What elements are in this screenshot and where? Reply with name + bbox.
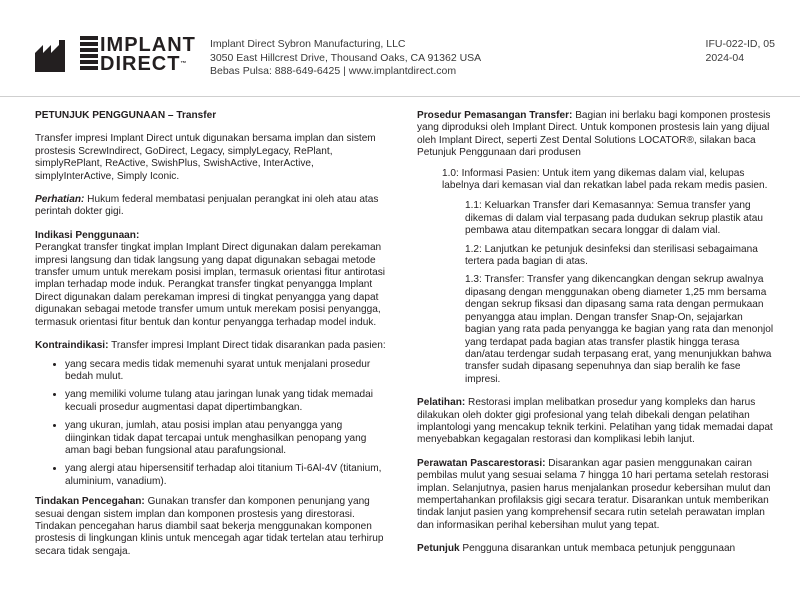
precautions-paragraph xyxy=(35,496,387,558)
precautions-text: Gunakan transfer dan komponen penunjang yang sesuai dengan sistem implan dan komponen prostesis yang direstorasi. Tindakan pencegahan harus diambil saat bekerja menggunakan komponen prostesis di lingkungan klinis untuk mencegah agar tidak tertelan atau terhirup secara tidak sengaja. xyxy=(35,496,384,557)
list-item: • yang memiliki volume tulang atau jaringan lunak yang tidak memadai kecuali prosedur augmentasi dapat dipertimbangkan. xyxy=(65,389,387,414)
step-1-1: 1.1: Keluarkan Transfer dari Kemasannya: Semua transfer yang dikemas di dalam vial terpasang pada dudukan sekrup plastik atau pembawa atau ditempatkan secara longgar di dalam vial. xyxy=(465,200,763,237)
brand-line-1: IMPLANT xyxy=(100,34,196,56)
contraindications-label: Kontraindikasi: xyxy=(35,340,109,352)
procedure-label: Prosedur Pemasangan Transfer: xyxy=(417,110,573,121)
intro-paragraph: Transfer impresi Implant Direct untuk digunakan bersama implan dan sistem prostesis ScrewIndirect, GoDirect, Legacy, simplyLegacy, RePlant, simplyRePlant, ReActive, SwishPlus, SwishActive, InterActive, simplyInterActive, Simply Iconic. xyxy=(35,133,376,182)
document-id-block xyxy=(706,38,775,65)
right-column xyxy=(417,110,775,567)
manufacturer-info xyxy=(210,38,481,79)
brand-line-2 xyxy=(100,55,196,74)
list-item: • yang alergi atau hipersensitif terhadap aloi titanium Ti-6Al-4V (titanium, aluminium, vanadium). xyxy=(65,463,387,488)
precautions-label: Tindakan Pencegahan: xyxy=(35,496,145,508)
document-id: IFU-022-ID, 05 xyxy=(705,38,775,50)
indications-label: Indikasi Penggunaan: xyxy=(35,229,140,241)
manufacturer-address: 3050 East Hillcrest Drive, Thousand Oaks, CA 91362 USA xyxy=(210,51,482,64)
step-1-2: 1.2: Lanjutkan ke petunjuk desinfeksi dan sterilisasi sebagaimana tertera pada bagian di atas. xyxy=(465,243,758,268)
left-column xyxy=(35,110,387,569)
document-title: PETUNJUK PENGGUNAAN – Transfer xyxy=(35,110,217,121)
aftercare-text: Disarankan agar pasien menggunakan cairan pembilas mulut yang sesuai selama 7 hingga 10 hari pertama setelah restorasi implan. Selanjutnya, pasien harus menjalankan prosedur kebersihan mulut dan mempertahankan profilaksis gigi secara teratur. Disarankan untuk memberikan tindak lanjut pasien yang komprehensif secara rutin setelah perawatan implan dan informasikan perihal kebersihan mulut yang tepat. xyxy=(417,457,771,531)
manufacturer-name: Implant Direct Sybron Manufacturing, LLC xyxy=(210,38,406,50)
user-instructions-label: Petunjuk xyxy=(417,543,460,555)
training-label: Pelatihan: xyxy=(417,397,466,409)
training-text: Restorasi implan melibatkan prosedur yang kompleks dan harus dilakukan oleh dokter gigi profesional yang telah dibekali dengan pelatihan implantologi yang mencakup teknik terkini. Pelatihan yang tidak memadai dapat menyebabkan kegagalan restorasi dan komplikasi lebih lanjut. xyxy=(417,397,773,446)
caution-paragraph xyxy=(35,194,387,219)
contraindications-text: Transfer impresi Implant Direct tidak disarankan pada pasien: xyxy=(108,340,386,352)
implant-direct-logo xyxy=(100,36,196,74)
step-1-0: 1.0: Informasi Pasien: Untuk item yang dikemas dalam vial, kelupas labelnya dari kemasan vial dan rekatkan label pada rekam medis pasien. xyxy=(442,167,768,192)
list-item: • yang secara medis tidak memenuhi syarat untuk menjalani prosedur bedah mulut. xyxy=(65,359,387,384)
caution-text: Hukum federal membatasi penjualan perangkat ini oleh atau atas perintah dokter gigi. xyxy=(35,194,379,218)
aftercare-label: Perawatan Pascarestorasi: xyxy=(417,457,546,469)
training-paragraph xyxy=(417,397,775,447)
aftercare-paragraph xyxy=(417,458,775,532)
header-divider xyxy=(0,96,800,97)
list-item: • yang ukuran, jumlah, atau posisi implan atau penyangga yang diinginkan tidak dapat tercapai untuk menghasilkan penopang yang aman bagi beban fungsional atau parafungsional. xyxy=(65,420,387,457)
caution-label: Perhatian: xyxy=(35,194,85,206)
procedure-paragraph xyxy=(417,110,775,160)
contraindications-paragraph xyxy=(35,340,387,352)
indications-paragraph xyxy=(35,230,387,329)
contraindications-list xyxy=(35,359,387,489)
manufacturer-factory-icon xyxy=(34,39,68,72)
procedure-text: Bagian ini berlaku bagi komponen prostesis yang diproduksi oleh Implant Direct. Untuk komponen prostesis lain yang dijual oleh Implant Direct, seperti Zest Dental Solutions LOCATOR®, silakan baca Petunjuk Penggunaan dari produsen xyxy=(417,110,771,159)
brand-line-2-text: DIRECT xyxy=(100,53,181,75)
manufacturer-contact: Bebas Pulsa: 888-649-6425 | www.implantdirect.com xyxy=(210,65,457,77)
user-instructions-text: Pengguna disarankan untuk membaca petunjuk penggunaan xyxy=(459,543,736,555)
step-1-3: 1.3: Transfer: Transfer yang dikencangkan dengan sekrup awalnya dipasang dengan menggunakan obeng diameter 1,25 mm bersama dengan sekrup fiksasi dan dipasang sama rata dengan permukaan penyangga atau implan. Dengan transfer Snap-On, sejajarkan bagian yang rata pada penyangga ke bagian yang rata dan menonjol yang terdapat pada bagian atas transfer plastik hingga terasa dan/atau terdengar sudah terpasang erat, yang menunjukkan bahwa transfer sudah dipasang sepenuhnya dan siap beralih ke fase impresi. xyxy=(465,274,774,385)
user-instructions-paragraph xyxy=(417,543,775,555)
indications-text: Perangkat transfer tingkat implan Implant Direct digunakan dalam perekaman impresi langsung dan tidak langsung yang dapat digunakan sebagai metode transfer umum untuk merekam posisi implan, termasuk orientasi fitur antirotasi implan terhadap mode induk. Perangkat transfer tingkat penyangga Implant Direct digunakan dalam perekaman impresi di tingkat penyangga yang dapat digunakan sebagai metode transfer umum untuk merekam posisi penyangga, termasuk orientasi fitur bentuk dan kontur penyangga terhadap model induk. xyxy=(35,242,386,328)
implant-direct-logo-mark xyxy=(80,36,98,74)
document-date: 2024-04 xyxy=(705,51,745,64)
trademark-symbol: ™ xyxy=(180,61,188,67)
